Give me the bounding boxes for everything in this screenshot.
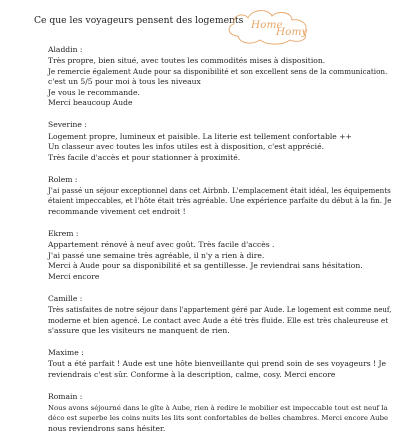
home-homy-logo [218,6,320,46]
review-block [48,45,388,109]
review-text-line: recommande vivement cet endroit ! [48,207,186,216]
review-block [48,348,388,380]
logo-text-line2: Homy [276,26,308,38]
review-block [48,229,388,282]
review-text-line: Je vous le recommande. [48,87,140,97]
review-text-line: Logement propre, lumineux et paisible. La literie est tellement confortable ++ [48,131,352,141]
review-text-line: reviendrais c'est sûr. Conforme à la description, calme, cosy. Merci encore [48,369,336,379]
review-text-line: moderne et bien agencé. Le contact avec Aude a été très fluide. Elle est très chaleureuse et [48,315,389,325]
review-author: Camille : [48,293,83,303]
review-block [48,293,392,337]
review-text-line: Très facile d'accès et pour stationner à proximité. [48,152,241,162]
review-text-line: J'ai passé un séjour exceptionnel dans cet Airbnb. L'emplacement était idéal, les équipements [48,185,391,195]
page-title: Ce que les voyageurs pensent des logements [34,15,244,26]
logo-text-line1: Home [251,19,283,31]
review-text-line: Très satisfaites de notre séjour dans l'appartement géré par Aude. Le logement est comme neuf, [48,305,392,314]
review-text-line: étaient impeccables, et l'hôte était très agréable. Une expérience parfaite du début à la fin. Je [48,196,392,206]
review-author: Aladdin : [48,45,83,54]
review-text-line: Merci encore [48,271,100,281]
review-text-line: nous reviendrons sans hésiter. [48,424,166,434]
review-author: Maxime : [48,348,84,358]
review-text-line: c'est un 5/5 pour moi à tous les niveaux [48,77,201,87]
review-text-line: Très propre, bien situé, avec toutes les commodités mises à disposition. [48,56,326,66]
reviews-list [48,45,392,446]
review-text-line: J'ai passé une semaine très agréable, il n'y a rien à dire. [48,250,265,260]
review-text-line: s'assure que les visiteurs ne manquent de rien. [48,326,230,336]
review-author: Romain : [48,391,83,401]
review-text-line: Tout a été parfait ! Aude est une hôte bienveillante qui prend soin de ses voyageurs ! Je [48,359,387,369]
review-text-line: Je remercie également Aude pour sa disponibilité et son excellent sens de la communication. [48,66,388,76]
logo-cloud-icon [218,6,320,46]
review-text-line: déco est superbe les coins nuits les lits sont confortables de belles chambres. Merci encore Aube [48,414,389,423]
review-block [48,392,388,435]
review-text-line: Merci à Aude pour sa disponibilité et sa gentillesse. Je reviendrai sans hésitation. [48,261,363,271]
review-block [48,174,392,218]
review-block [48,120,388,163]
review-text-line: Un classeur avec toutes les infos utiles est à disposition, c'est apprécié. [48,142,325,152]
review-text-line: Merci beaucoup Aude [48,98,133,108]
review-text-line: Nous avons séjourné dans le gîte à Aube, rien à redire le mobilier est impeccable tout est neuf la [48,403,388,412]
review-author: Severine : [48,120,87,130]
review-author: Rolem : [48,174,78,184]
review-author: Ekrem : [48,228,79,238]
review-text-line: Appartement rénové à neuf avec goût. Très facile d'accès . [48,240,275,250]
